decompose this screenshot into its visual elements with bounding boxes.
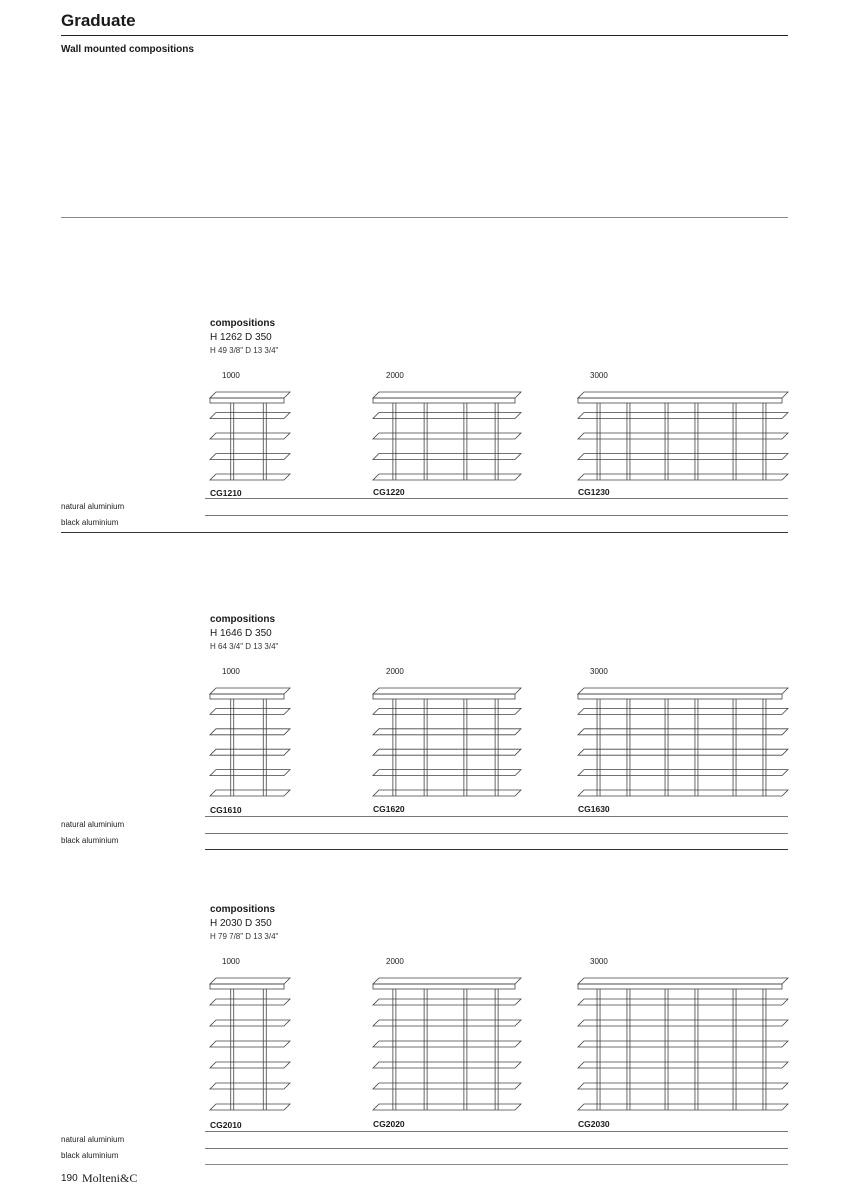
width-label: 2000 (386, 371, 404, 380)
shelf-board (210, 413, 290, 419)
shelf-board (578, 454, 788, 460)
product-code: CG2010 (210, 1120, 242, 1130)
shelf-drawing-cg2020 (373, 974, 521, 1114)
shelf-board (373, 770, 521, 776)
product-code: CG1210 (210, 488, 242, 498)
shelf-board (373, 749, 521, 755)
shelf-top-board (210, 392, 290, 398)
shelf-drawing-cg1620 (373, 684, 521, 800)
shelf-drawing-cg1230 (578, 388, 788, 484)
width-label: 1000 (222, 667, 240, 676)
product-code: CG2030 (578, 1119, 610, 1129)
shelf-board (210, 999, 290, 1005)
shelf-top-edge (373, 398, 515, 403)
shelf-board (578, 1041, 788, 1047)
shelf-board (578, 1020, 788, 1026)
shelf-board (210, 1041, 290, 1047)
shelf-board (373, 1083, 521, 1089)
table-rule (205, 1131, 788, 1132)
shelf-board (578, 770, 788, 776)
shelf-drawing-cg2010 (210, 974, 290, 1114)
section-divider (61, 217, 788, 218)
width-label: 2000 (386, 957, 404, 966)
shelf-board (578, 749, 788, 755)
shelf-top-board (210, 978, 290, 984)
spec-title: compositions (210, 904, 276, 915)
shelf-board (578, 1104, 788, 1110)
finish-natural: natural aluminium (61, 820, 125, 829)
shelf-board (373, 790, 521, 796)
product-code: CG1610 (210, 805, 242, 815)
shelf-board (373, 413, 521, 419)
spec-imperial: H 64 3/4" D 13 3/4" (210, 642, 279, 651)
finish-natural: natural aluminium (61, 502, 125, 511)
shelf-board (578, 413, 788, 419)
width-label: 1000 (222, 371, 240, 380)
width-label: 2000 (386, 667, 404, 676)
shelf-board (373, 433, 521, 439)
shelf-board (578, 729, 788, 735)
spec-title: compositions (210, 614, 276, 625)
spec-metric: H 1646 D 350 (210, 628, 272, 639)
shelf-top-board (373, 392, 521, 398)
shelf-board (373, 1020, 521, 1026)
table-rule (205, 515, 788, 516)
shelf-board (210, 1083, 290, 1089)
shelf-board (210, 454, 290, 460)
shelf-board (210, 1020, 290, 1026)
shelf-board (210, 433, 290, 439)
shelf-drawing-cg2030 (578, 974, 788, 1114)
shelf-board (210, 708, 290, 714)
shelf-board (210, 474, 290, 480)
width-label: 3000 (590, 371, 608, 380)
shelf-top-edge (210, 984, 284, 989)
spec-title: compositions (210, 318, 276, 329)
page-number: 190 (61, 1173, 78, 1184)
product-code: CG2020 (373, 1119, 405, 1129)
shelf-drawing-cg1630 (578, 684, 788, 800)
shelf-top-edge (210, 694, 284, 699)
width-label: 1000 (222, 957, 240, 966)
shelf-board (373, 454, 521, 460)
shelf-board (578, 708, 788, 714)
finish-black: black aluminium (61, 836, 119, 845)
shelf-top-edge (578, 984, 782, 989)
shelf-top-edge (578, 398, 782, 403)
shelf-drawing-cg1210 (210, 388, 290, 484)
shelf-top-edge (373, 694, 515, 699)
shelf-board (373, 708, 521, 714)
shelf-board (578, 999, 788, 1005)
product-code: CG1220 (373, 487, 405, 497)
finish-black: black aluminium (61, 518, 119, 527)
shelf-board (373, 729, 521, 735)
shelf-board (578, 433, 788, 439)
shelf-top-board (578, 978, 788, 984)
shelf-board (578, 1062, 788, 1068)
page-title: Graduate (61, 11, 136, 30)
spec-imperial: H 49 3/8" D 13 3/4" (210, 346, 279, 355)
table-rule (205, 833, 788, 834)
product-code: CG1230 (578, 487, 610, 497)
shelf-top-board (373, 688, 521, 694)
shelf-board (373, 999, 521, 1005)
shelf-drawing-cg1220 (373, 388, 521, 484)
spec-imperial: H 79 7/8" D 13 3/4" (210, 932, 279, 941)
spec-metric: H 1262 D 350 (210, 332, 272, 343)
shelf-top-edge (210, 398, 284, 403)
shelf-board (373, 474, 521, 480)
shelf-board (210, 1062, 290, 1068)
shelf-top-board (578, 392, 788, 398)
table-rule (205, 1148, 788, 1149)
shelf-board (210, 770, 290, 776)
finish-black: black aluminium (61, 1151, 119, 1160)
shelf-board (373, 1062, 521, 1068)
product-code: CG1620 (373, 804, 405, 814)
shelf-board (210, 749, 290, 755)
table-rule (205, 498, 788, 499)
shelf-board (210, 1104, 290, 1110)
width-label: 3000 (590, 667, 608, 676)
shelf-top-board (373, 978, 521, 984)
spec-metric: H 2030 D 350 (210, 918, 272, 929)
table-rule (205, 816, 788, 817)
product-code: CG1630 (578, 804, 610, 814)
shelf-top-edge (578, 694, 782, 699)
shelf-board (373, 1041, 521, 1047)
shelf-board (578, 1083, 788, 1089)
shelf-top-board (210, 688, 290, 694)
section-end-rule (205, 849, 788, 850)
shelf-board (210, 790, 290, 796)
shelf-board (210, 729, 290, 735)
page-subtitle: Wall mounted compositions (61, 44, 194, 55)
shelf-board (578, 790, 788, 796)
footer-rule (205, 1164, 788, 1165)
shelf-top-board (578, 688, 788, 694)
shelf-drawing-cg1610 (210, 684, 290, 800)
shelf-top-edge (373, 984, 515, 989)
brand-logo: Molteni&C (82, 1171, 138, 1185)
section-end-rule (61, 532, 788, 533)
width-label: 3000 (590, 957, 608, 966)
title-rule (61, 35, 788, 36)
shelf-board (373, 1104, 521, 1110)
finish-natural: natural aluminium (61, 1135, 125, 1144)
shelf-board (578, 474, 788, 480)
